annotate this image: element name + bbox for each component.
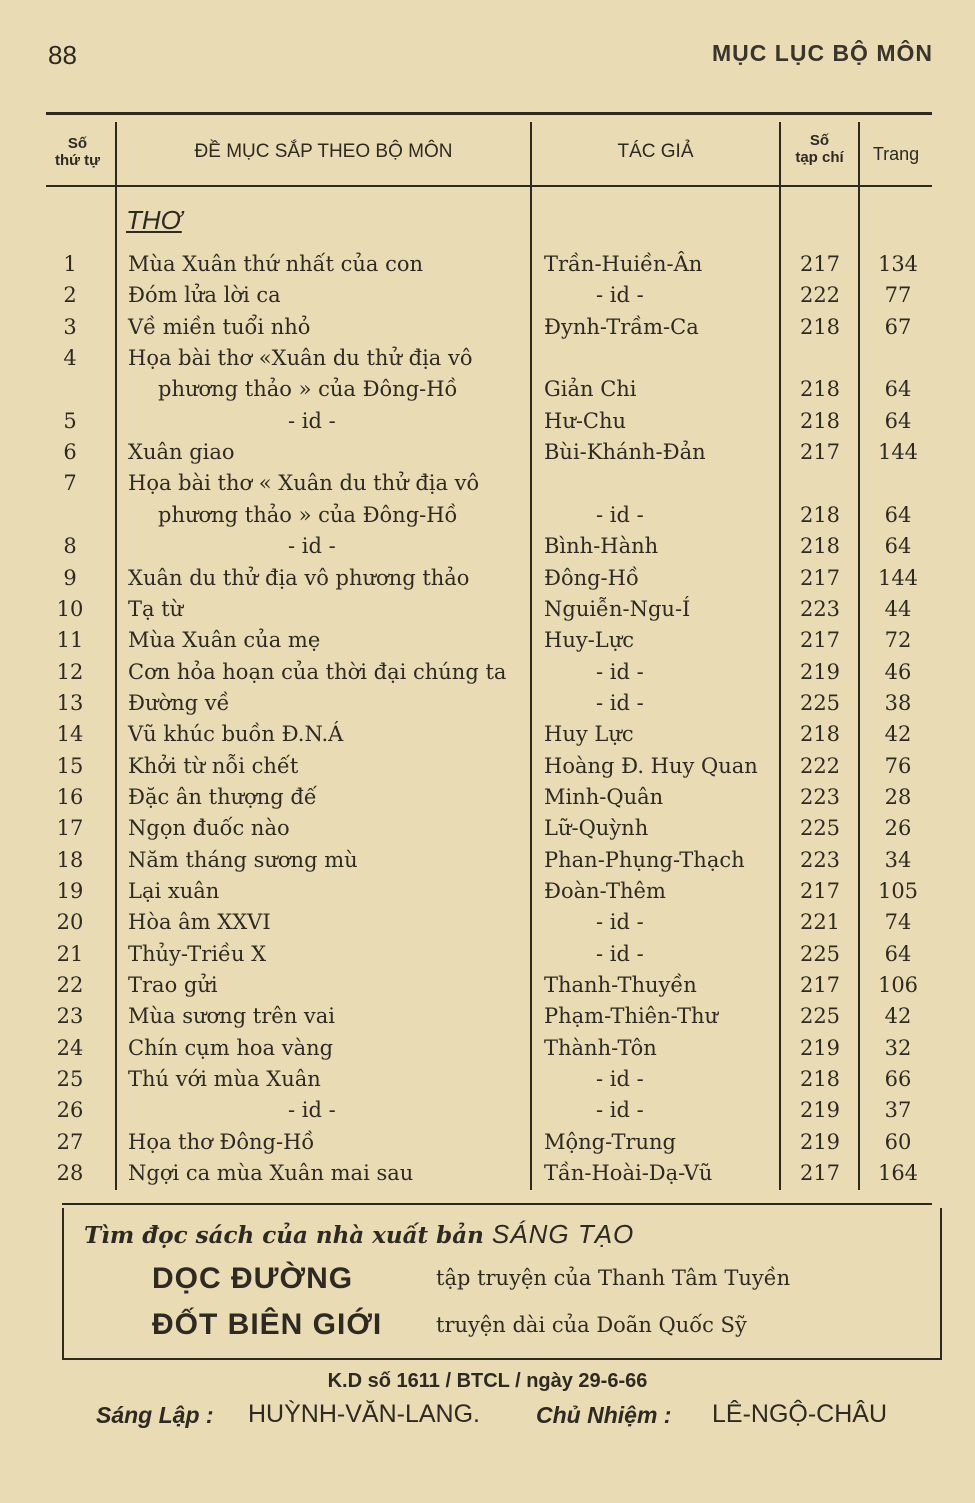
row-title: Chín cụm hoa vàng xyxy=(128,1035,334,1060)
table-row xyxy=(0,1130,975,1161)
table-row xyxy=(0,1067,975,1098)
row-page: 28 xyxy=(884,784,912,809)
row-author: Đynh-Trầm-Ca xyxy=(544,314,699,339)
founder-label: Sáng Lập : xyxy=(96,1402,214,1428)
ad-box-bottom xyxy=(62,1358,942,1360)
row-number: 4 xyxy=(63,346,77,371)
row-issue: 218 xyxy=(799,377,841,402)
row-author: Nguiễn-Ngu-Í xyxy=(544,596,691,621)
table-row xyxy=(0,691,975,722)
row-issue: 218 xyxy=(799,502,841,527)
row-issue: 219 xyxy=(799,1035,841,1060)
row-author: Mộng-Trung xyxy=(544,1129,676,1154)
row-issue: 222 xyxy=(799,283,841,308)
row-author: Đoàn-Thêm xyxy=(544,879,666,903)
row-number: 7 xyxy=(63,471,77,496)
row-number: 3 xyxy=(63,314,77,339)
table-row xyxy=(0,1161,975,1192)
row-author: Huy-Lực xyxy=(544,628,635,653)
table-row xyxy=(0,377,975,408)
row-number: 23 xyxy=(56,1004,84,1029)
editor-label: Chủ Nhiệm : xyxy=(536,1402,672,1428)
row-title: phương thảo » của Đông-Hồ xyxy=(158,502,458,527)
row-title: Khởi từ nỗi chết xyxy=(128,753,299,778)
table-row xyxy=(0,409,975,440)
row-number: 5 xyxy=(63,408,77,433)
table-row xyxy=(0,848,975,879)
ad-book-desc-1: tập truyện của Thanh Tâm Tuyền xyxy=(436,1266,791,1290)
row-title: Mùa sương trên vai xyxy=(128,1004,336,1029)
row-page: 64 xyxy=(884,377,912,402)
editor-name: LÊ-NGỘ-CHÂU xyxy=(712,1400,888,1428)
table-row xyxy=(0,346,975,377)
ad-box-right xyxy=(940,1208,942,1358)
row-title: Họa thơ Đông-Hồ xyxy=(128,1129,315,1154)
row-author: - id - xyxy=(596,659,644,684)
row-title: Hòa âm XXVI xyxy=(128,910,271,935)
table-row xyxy=(0,566,975,597)
row-author: Tần-Hoài-Dạ-Vũ xyxy=(544,1161,713,1186)
header-num xyxy=(40,135,115,169)
row-title: Ngọn đuốc nào xyxy=(128,816,290,841)
row-page: 64 xyxy=(884,534,912,559)
row-page: 42 xyxy=(884,722,912,747)
row-page: 144 xyxy=(877,565,919,590)
row-title: Đóm lửa lời ca xyxy=(128,283,281,308)
row-issue: 223 xyxy=(799,596,841,621)
table-row xyxy=(0,315,975,346)
row-issue: 223 xyxy=(799,784,841,809)
row-page: 105 xyxy=(877,879,919,903)
row-author: Trần-Huiền-Ân xyxy=(544,252,703,276)
row-issue: 225 xyxy=(799,1004,841,1029)
row-title: Xuân du thử địa vô phương thảo xyxy=(128,565,470,590)
row-issue: 222 xyxy=(799,753,841,778)
table-row xyxy=(0,942,975,973)
license-line: K.D số 1611 / BTCL / ngày 29-6-66 xyxy=(327,1370,648,1392)
table-row xyxy=(0,722,975,753)
row-author: Phạm-Thiên-Thư xyxy=(544,1004,719,1029)
row-author: Thanh-Thuyền xyxy=(544,973,697,998)
row-title: Mùa Xuân thứ nhất của con xyxy=(128,252,424,276)
section-title: THƠ xyxy=(126,205,182,235)
ad-book-title-1: DỌC ĐƯỜNG xyxy=(152,1262,354,1295)
row-title: Mùa Xuân của mẹ xyxy=(128,628,321,653)
row-author: - id - xyxy=(596,283,644,308)
header-num-line2: thứ tự xyxy=(54,152,101,169)
header-author: TÁC GIẢ xyxy=(617,141,694,162)
row-number: 9 xyxy=(63,565,77,590)
table-row xyxy=(0,1036,975,1067)
row-page: 144 xyxy=(877,440,919,465)
row-number: 11 xyxy=(56,628,84,653)
ad-book-title-2: ĐỐT BIÊN GIỚI xyxy=(152,1308,383,1341)
row-page: 34 xyxy=(884,847,912,872)
row-author: Phan-Phụng-Thạch xyxy=(544,847,745,872)
row-page: 74 xyxy=(884,910,912,935)
row-issue: 218 xyxy=(799,722,841,747)
row-number: 10 xyxy=(56,596,84,621)
row-issue: 217 xyxy=(799,628,841,653)
row-author: - id - xyxy=(596,502,644,527)
row-number: 2 xyxy=(63,283,77,308)
header-issue-line1: Số xyxy=(809,132,830,149)
row-issue: 219 xyxy=(799,659,841,684)
row-author: Bình-Hành xyxy=(544,534,659,559)
row-title: - id - xyxy=(288,408,336,433)
ad-lead-text: Tìm đọc sách của nhà xuất bản xyxy=(84,1222,484,1249)
row-page: 32 xyxy=(884,1035,912,1060)
row-page: 64 xyxy=(884,408,912,433)
row-author: Thành-Tôn xyxy=(544,1035,657,1060)
row-issue: 218 xyxy=(799,534,841,559)
row-page: 77 xyxy=(884,283,912,308)
row-number: 13 xyxy=(56,690,84,715)
row-author: Đông-Hồ xyxy=(544,565,639,590)
row-issue: 219 xyxy=(799,1129,841,1154)
table-row xyxy=(0,534,975,565)
row-page: 64 xyxy=(884,941,912,966)
row-title: Trao gửi xyxy=(128,973,218,998)
row-issue: 225 xyxy=(799,816,841,841)
row-author: - id - xyxy=(596,1098,644,1123)
table-row xyxy=(0,252,975,283)
row-title: Thú với mùa Xuân xyxy=(128,1067,321,1092)
table-row xyxy=(0,785,975,816)
table-row xyxy=(0,910,975,941)
row-number: 27 xyxy=(56,1129,84,1154)
table-bottom-rule xyxy=(62,1203,932,1205)
running-head: MỤC LỤC BỘ MÔN xyxy=(712,40,933,66)
row-number: 16 xyxy=(56,784,84,809)
row-number: 12 xyxy=(56,659,84,684)
row-title: Đường về xyxy=(128,690,230,715)
ad-publisher: SÁNG TẠO xyxy=(491,1219,635,1249)
row-number: 19 xyxy=(56,879,84,903)
row-number: 22 xyxy=(56,973,84,998)
row-author: - id - xyxy=(596,1067,644,1092)
row-issue: 221 xyxy=(799,910,841,935)
row-page: 72 xyxy=(884,628,912,653)
table-row xyxy=(0,754,975,785)
row-title: Tạ từ xyxy=(128,596,184,621)
header-page: Trang xyxy=(872,144,920,164)
ad-lead xyxy=(84,1219,634,1250)
table-row xyxy=(0,471,975,502)
row-title: Về miền tuổi nhỏ xyxy=(128,314,311,339)
row-title: Thủy-Triều X xyxy=(128,941,267,966)
table-row xyxy=(0,1004,975,1035)
row-title: Năm tháng sương mù xyxy=(128,847,358,872)
ad-box-left xyxy=(62,1208,64,1358)
row-number: 14 xyxy=(56,722,84,747)
row-author: Minh-Quân xyxy=(544,784,664,809)
row-issue: 217 xyxy=(799,252,841,276)
table-row xyxy=(0,628,975,659)
row-issue: 225 xyxy=(799,941,841,966)
row-number: 6 xyxy=(63,440,77,465)
row-page: 164 xyxy=(877,1161,919,1186)
table-row xyxy=(0,503,975,534)
row-title: Họa bài thơ « Xuân du thử địa vô xyxy=(128,471,480,496)
row-page: 76 xyxy=(884,753,912,778)
row-issue: 218 xyxy=(799,314,841,339)
row-issue: 217 xyxy=(799,440,841,465)
row-issue: 225 xyxy=(799,690,841,715)
row-author: Giản Chi xyxy=(544,377,637,402)
row-author: - id - xyxy=(596,910,644,935)
row-author: Huy Lực xyxy=(544,722,634,747)
row-title: Đặc ân thượng đế xyxy=(128,784,317,809)
row-number: 18 xyxy=(56,847,84,872)
header-num-line1: Số xyxy=(67,135,88,152)
table-row xyxy=(0,283,975,314)
row-number: 25 xyxy=(56,1067,84,1092)
header-title: ĐỀ MỤC SẮP THEO BỘ MÔN xyxy=(194,141,453,162)
row-issue: 223 xyxy=(799,847,841,872)
row-issue: 217 xyxy=(799,1161,841,1186)
founder-name: HUỲNH-VĂN-LANG. xyxy=(248,1400,480,1428)
header-issue-line2: tạp chí xyxy=(795,149,844,166)
table-row xyxy=(0,879,975,910)
row-title: Xuân giao xyxy=(128,440,235,465)
table-row xyxy=(0,1098,975,1129)
row-page: 42 xyxy=(884,1004,912,1029)
row-number: 26 xyxy=(56,1098,84,1123)
row-number: 8 xyxy=(63,534,77,559)
row-page: 26 xyxy=(884,816,912,841)
row-title: Ngợi ca mùa Xuân mai sau xyxy=(128,1161,414,1186)
row-author: - id - xyxy=(596,690,644,715)
row-title: - id - xyxy=(288,534,336,559)
row-page: 37 xyxy=(884,1098,912,1123)
row-number: 21 xyxy=(56,941,84,966)
row-number: 15 xyxy=(56,753,84,778)
row-author: Hoàng Đ. Huy Quan xyxy=(544,753,758,778)
table-row xyxy=(0,973,975,1004)
row-page: 64 xyxy=(884,502,912,527)
row-page: 66 xyxy=(884,1067,912,1092)
header-issue xyxy=(781,132,858,166)
row-title: Lại xuân xyxy=(128,879,220,903)
header-bottom-rule xyxy=(46,185,932,187)
row-author: Hư-Chu xyxy=(544,408,627,433)
row-issue: 219 xyxy=(799,1098,841,1123)
row-page: 46 xyxy=(884,659,912,684)
row-number: 20 xyxy=(56,910,84,935)
row-page: 106 xyxy=(877,973,919,998)
page-number: 88 xyxy=(48,40,77,70)
row-title: Cơn hỏa hoạn của thời đại chúng ta xyxy=(128,659,507,684)
table-row xyxy=(0,597,975,628)
table-row xyxy=(0,660,975,691)
row-issue: 218 xyxy=(799,1067,841,1092)
table-top-rule xyxy=(46,112,932,115)
row-author: - id - xyxy=(596,941,644,966)
row-issue: 217 xyxy=(799,973,841,998)
row-page: 60 xyxy=(884,1129,912,1154)
row-issue: 217 xyxy=(799,565,841,590)
row-page: 67 xyxy=(884,314,912,339)
row-author: Lữ-Quỳnh xyxy=(544,816,649,841)
row-title: Họa bài thơ «Xuân du thử địa vô xyxy=(128,346,473,371)
row-number: 1 xyxy=(63,252,77,276)
row-page: 38 xyxy=(884,690,912,715)
row-title: Vũ khúc buồn Đ.N.Á xyxy=(128,722,344,747)
row-issue: 217 xyxy=(799,879,841,903)
row-issue: 218 xyxy=(799,408,841,433)
row-number: 24 xyxy=(56,1035,84,1060)
row-title: - id - xyxy=(288,1098,336,1123)
row-page: 134 xyxy=(877,252,919,276)
ad-book-desc-2: truyện dài của Doãn Quốc Sỹ xyxy=(436,1313,747,1337)
row-title: phương thảo » của Đông-Hồ xyxy=(158,377,458,402)
table-row xyxy=(0,816,975,847)
row-page: 44 xyxy=(884,596,912,621)
row-number: 17 xyxy=(56,816,84,841)
table-row xyxy=(0,440,975,471)
row-author: Bùi-Khánh-Đản xyxy=(544,440,706,465)
row-number: 28 xyxy=(56,1161,84,1186)
